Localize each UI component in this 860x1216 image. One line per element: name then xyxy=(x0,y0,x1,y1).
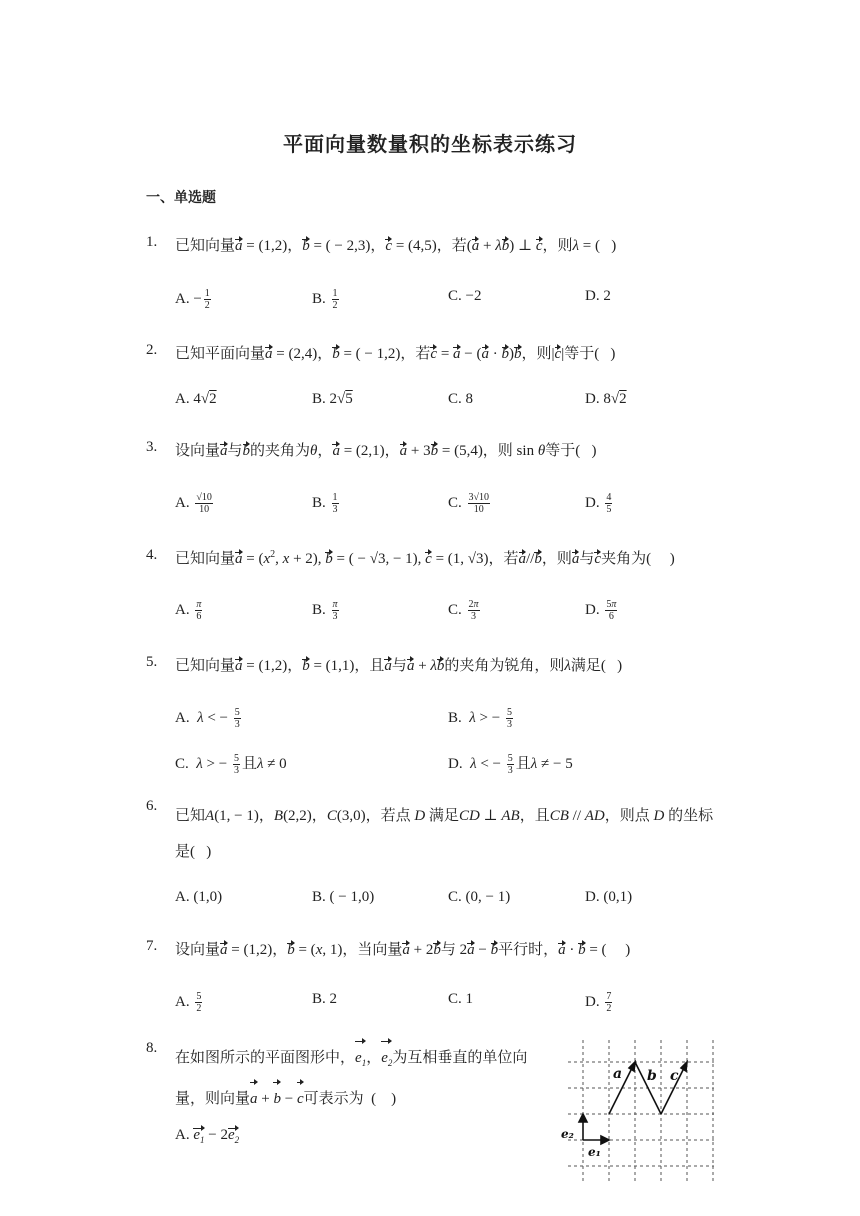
option-5b[interactable]: B. λ > − $\frac{5}{3}$ xyxy=(448,707,512,730)
option-4a[interactable]: A. $\frac{\pi}{6}$ xyxy=(175,599,202,622)
option-2a[interactable]: A. 4√2 xyxy=(175,391,217,407)
section-heading: 一、单选题 xyxy=(146,190,216,206)
question-number: 4. xyxy=(146,547,158,563)
question-number: 7. xyxy=(146,938,158,954)
option-6c[interactable]: C. (0, − 1) xyxy=(448,889,511,905)
option-4c[interactable]: C. $\frac{2\pi}{3}$ xyxy=(448,599,479,622)
option-1c[interactable]: C. −2 xyxy=(448,288,482,304)
question-number: 2. xyxy=(146,342,158,358)
question-text: 已知向量a = (1,2)，b = ( − 2,3)，c = (4,5)，若(a + λb) ⊥ c，则λ = ( ) xyxy=(175,238,617,254)
option-3d[interactable]: D. $\frac{4}{5}$ xyxy=(585,492,612,515)
option-6a[interactable]: A. (1,0) xyxy=(175,889,223,905)
question-text: 设向量a = (1,2)，b = (x, 1)，当向量a + 2b与 2a − b平行时，a · b = ( ) xyxy=(175,942,631,958)
option-2b[interactable]: B. 2√5 xyxy=(312,391,353,407)
option-5d[interactable]: D. λ < − $\frac{5}{3}$ 且λ ≠ − 5 xyxy=(448,753,573,777)
label-c: c xyxy=(670,1068,679,1084)
question-number: 3. xyxy=(146,439,158,455)
question-text: 已知平面向量a = (2,4)，b = ( − 1,2)，若c = a − (a · b)b，则|c|等于( ) xyxy=(175,346,616,362)
option-5c[interactable]: C. λ > − $\frac{5}{3}$ 且λ ≠ 0 xyxy=(175,753,287,777)
label-e1: e₁ xyxy=(588,1145,601,1159)
label-b: b xyxy=(647,1068,657,1084)
label-e2: e₂ xyxy=(561,1127,574,1141)
vector-grid-figure xyxy=(558,1036,716,1186)
question-number: 1. xyxy=(146,234,158,250)
option-5a[interactable]: A. λ < − $\frac{5}{3}$ xyxy=(175,707,240,730)
option-2d[interactable]: D. 8√2 xyxy=(585,391,627,407)
option-7b[interactable]: B. 2 xyxy=(312,991,338,1007)
option-1b[interactable]: B. $\frac{1}{2}$ xyxy=(312,288,338,311)
option-2c[interactable]: C. 8 xyxy=(448,391,474,407)
page-title: 平面向量数量积的坐标表示练习 xyxy=(283,132,577,156)
question-text: 已知向量$a = (x^2$, x + 2), b = ( − √3, − 1), c = (1, √3)，若a//b，则a与c夹角为( ) xyxy=(175,549,675,567)
option-4b[interactable]: B. $\frac{\pi}{3}$ xyxy=(312,599,338,622)
question-number: 8. xyxy=(146,1040,158,1056)
option-3a[interactable]: A. $\frac{√10}{10}$ xyxy=(175,492,212,515)
option-6b[interactable]: B. ( − 1,0) xyxy=(312,889,375,905)
option-3c[interactable]: C. $\frac{3√10}{10}$ xyxy=(448,492,490,515)
option-7d[interactable]: D. $\frac{7}{2}$ xyxy=(585,991,612,1014)
option-4d[interactable]: D. $\frac{5\pi}{6}$ xyxy=(585,599,617,622)
option-1a[interactable]: A. − $\frac{1}{2}$ xyxy=(175,288,210,311)
question-number: 6. xyxy=(146,798,158,814)
option-3b[interactable]: B. $\frac{1}{3}$ xyxy=(312,492,338,515)
question-text: 在如图所示的平面图形中，$e_1$，$e_2$为互相垂直的单位向量，则向量a + b − c可表示为 ( ) xyxy=(175,1040,545,1117)
question-number: 5. xyxy=(146,654,158,670)
label-a: a xyxy=(613,1066,623,1082)
question-text: 设向量a与b的夹角为θ，a = (2,1)，a + 3b = (5,4)，则 sin θ等于( ) xyxy=(175,443,597,459)
grid-lines xyxy=(568,1040,714,1184)
question-text: 已知A(1, − 1)，B(2,2)，C(3,0)，若点 D 满足CD ⊥ AB，且CB // AD，则点 D 的坐标是( ) xyxy=(175,808,714,860)
option-1d[interactable]: D. 2 xyxy=(585,288,611,304)
question-text: 已知向量a = (1,2)，b = (1,1)，且a与a + λb的夹角为锐角，则λ满足( ) xyxy=(175,658,623,674)
option-6d[interactable]: D. (0,1) xyxy=(585,889,633,905)
option-8a[interactable]: A. $e_1 - 2e_2$ xyxy=(175,1127,240,1145)
option-7a[interactable]: A. $\frac{5}{2}$ xyxy=(175,991,202,1014)
option-7c[interactable]: C. 1 xyxy=(448,991,474,1007)
